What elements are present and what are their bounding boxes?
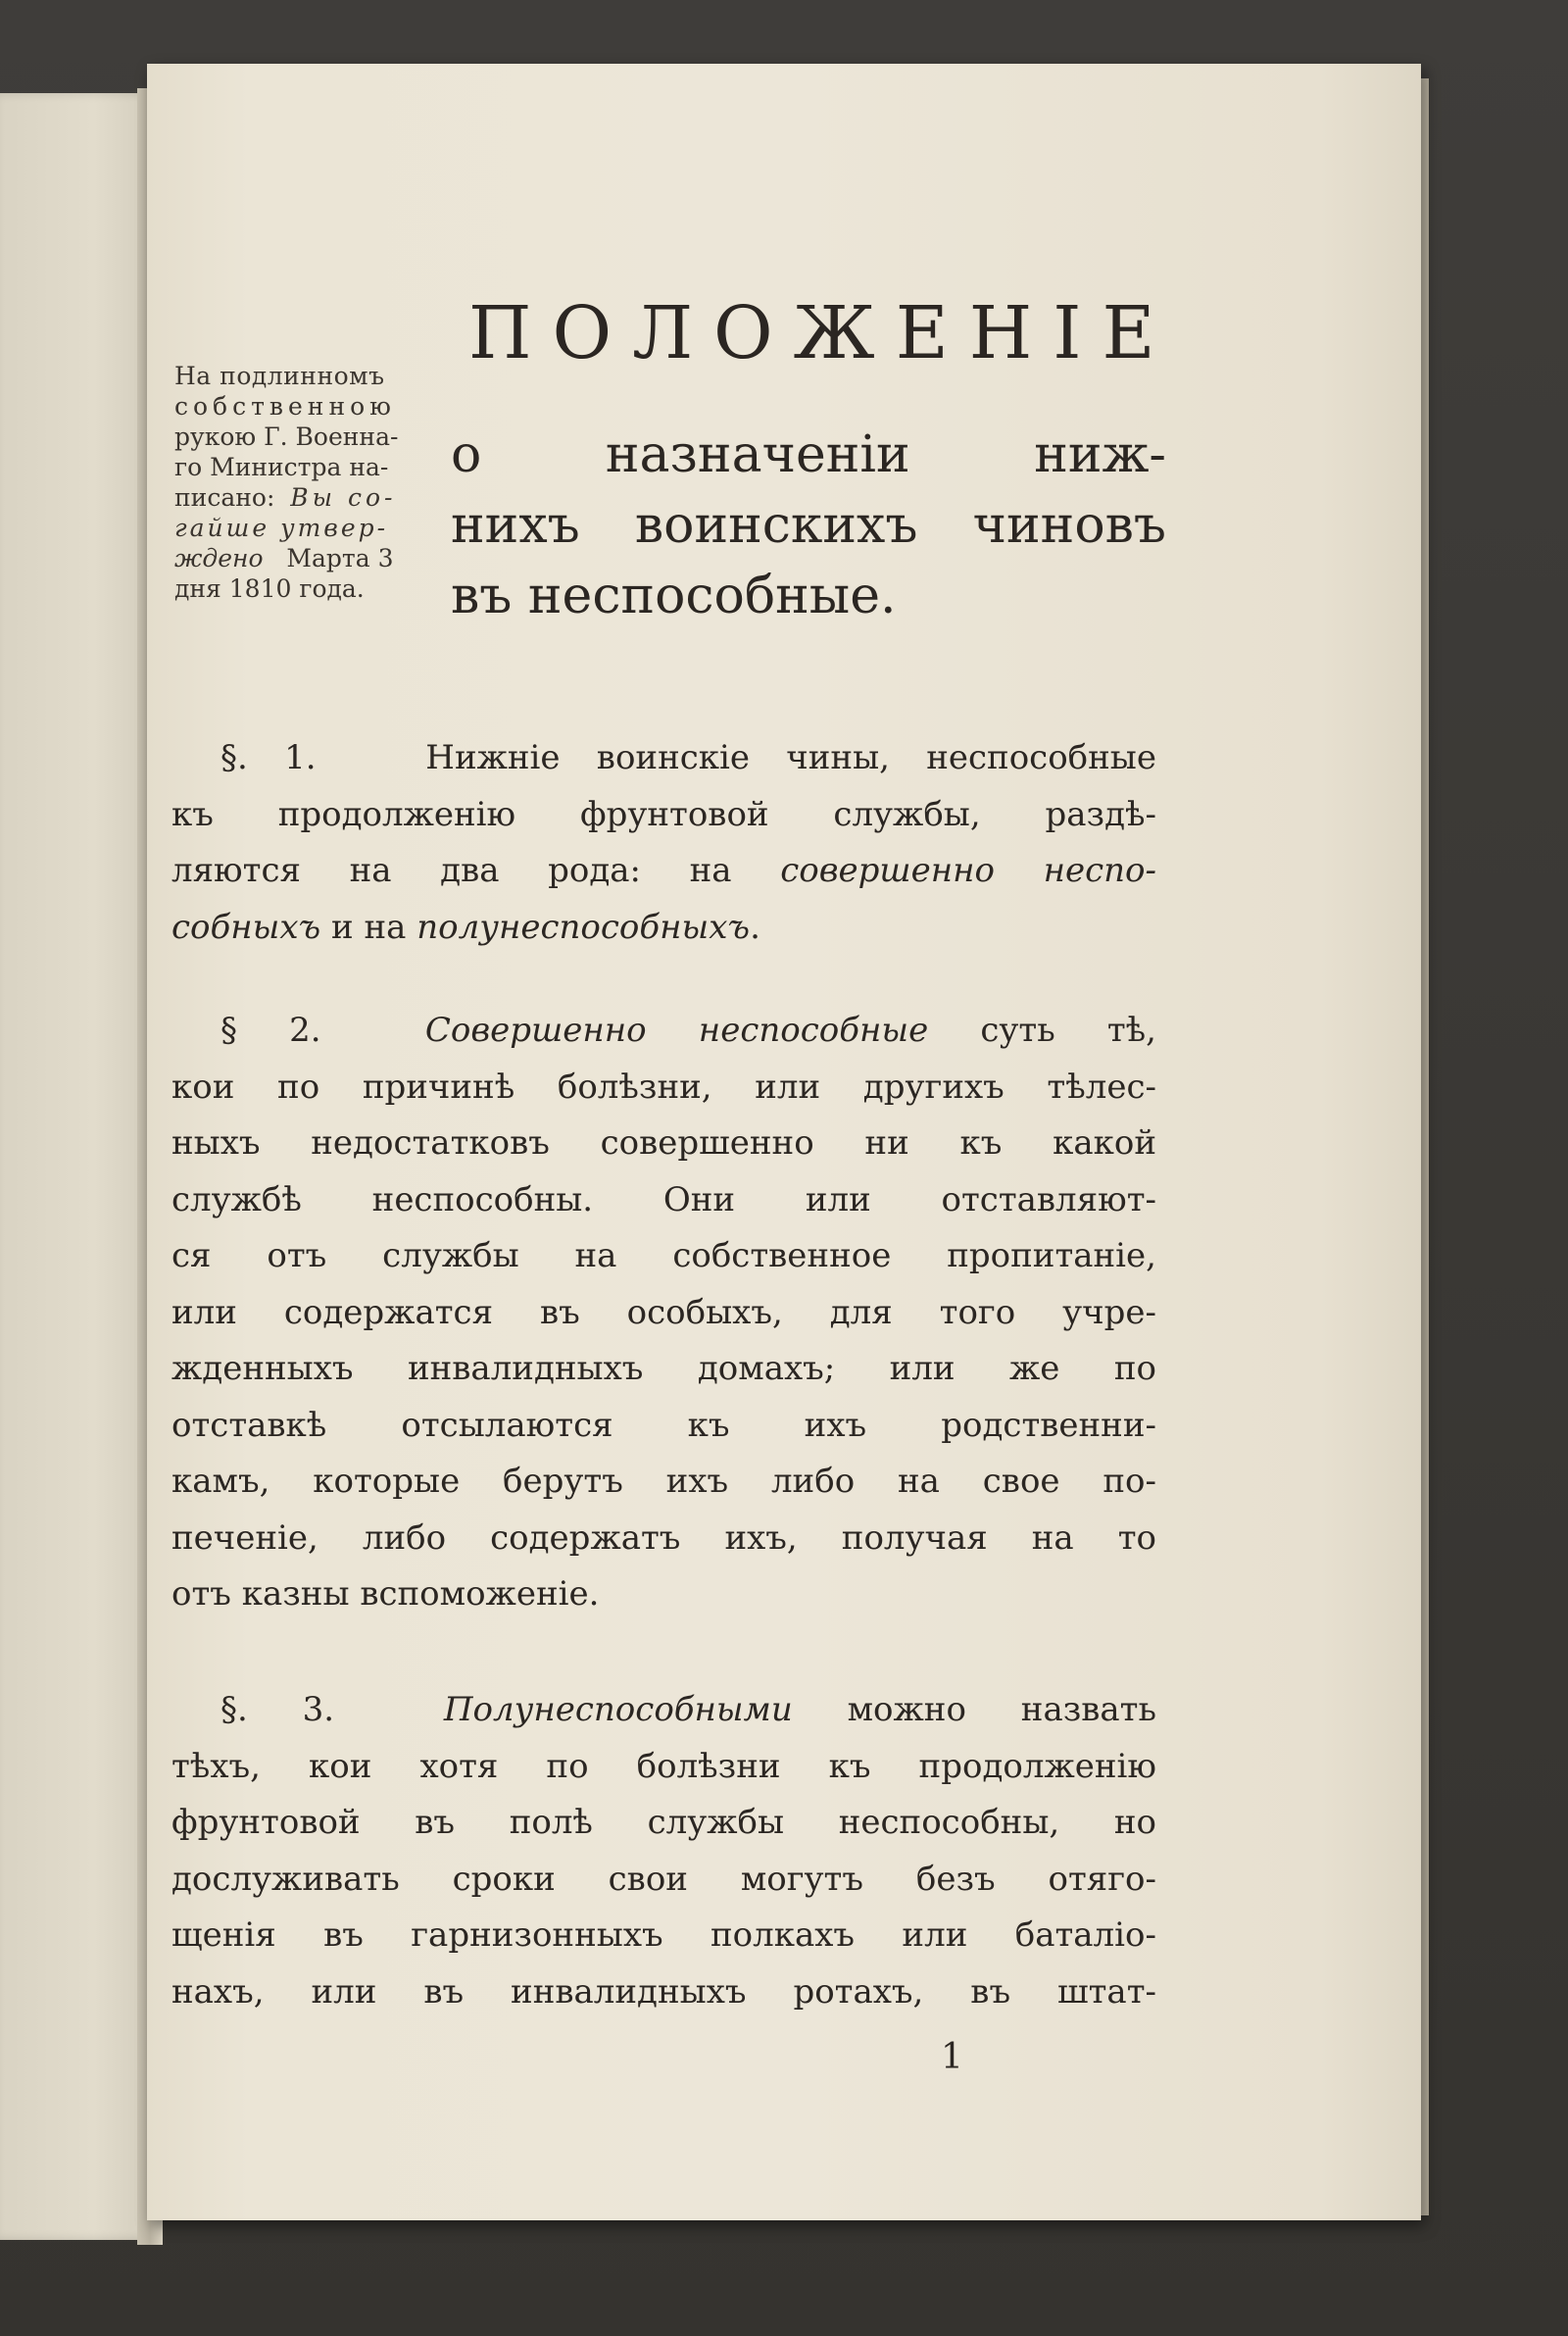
margin-note-line: го Министра на- bbox=[174, 453, 389, 481]
section-2 bbox=[172, 1003, 1156, 1623]
section-number: §. 1. bbox=[220, 738, 317, 777]
subtitle-line: о назначеніи ниж- bbox=[451, 425, 1166, 484]
section-number: § 2. bbox=[220, 1011, 321, 1050]
subtitle-line: нихъ воинскихъ чиновъ bbox=[451, 496, 1166, 555]
section-line: собныхъ и на полунеспособныхъ. bbox=[172, 907, 760, 947]
margin-note-line: рукою Г. Военна- bbox=[174, 422, 399, 451]
section-line: отставкѣ отсылаются къ ихъ родственни- bbox=[172, 1405, 1156, 1445]
section-line: тѣхъ, кои хотя по болѣзни къ продолженію bbox=[172, 1746, 1156, 1786]
section-line: § 2. Совершенно неспособные суть тѣ, bbox=[220, 1011, 1156, 1050]
facing-page-edge bbox=[0, 93, 157, 2240]
document-title: ПОЛОЖЕНІЕ bbox=[468, 291, 1176, 375]
section-line: щенія въ гарнизонныхъ полкахъ или баталіо- bbox=[172, 1915, 1156, 1955]
section-line: отъ казны вспоможеніе. bbox=[172, 1574, 600, 1614]
margin-note-line: гайше утвер- bbox=[174, 514, 389, 542]
section-line: фрунтовой въ полѣ службы неспособны, но bbox=[172, 1803, 1156, 1842]
section-line: службѣ неспособны. Они или отставляют- bbox=[172, 1179, 1156, 1219]
section-line: кои по причинѣ болѣзни, или другихъ тѣлес- bbox=[172, 1067, 1156, 1107]
margin-note-line: На подлинномъ bbox=[174, 362, 385, 390]
page-number: 1 bbox=[941, 2037, 963, 2077]
section-number: §. 3. bbox=[220, 1690, 335, 1729]
section-line: дослуживать сроки свои могутъ безъ отяго- bbox=[172, 1859, 1156, 1899]
section-1 bbox=[172, 730, 1156, 956]
section-line: камъ, которые берутъ ихъ либо на свое по- bbox=[172, 1462, 1156, 1501]
section-line: §. 3. Полунеспособными можно назвать bbox=[220, 1690, 1156, 1729]
section-line: ныхъ недостатковъ совершенно ни къ какой bbox=[172, 1123, 1156, 1163]
section-line: къ продолженію фрунтовой службы, раздѣ- bbox=[172, 794, 1156, 834]
section-3 bbox=[172, 1682, 1156, 2020]
section-line: или содержатся въ особыхъ, для того учре- bbox=[172, 1292, 1156, 1332]
margin-note-line: собственною bbox=[174, 392, 396, 421]
margin-note bbox=[174, 361, 454, 604]
section-line: §. 1. Нижніе воинскіе чины, неспособные bbox=[220, 738, 1156, 777]
margin-note-line: дня 1810 года. bbox=[174, 574, 365, 603]
section-line: жденныхъ инвалидныхъ домахъ; или же по bbox=[172, 1349, 1156, 1388]
margin-note-line: ждено Марта 3 bbox=[174, 544, 394, 572]
document-subtitle bbox=[451, 420, 1166, 631]
subtitle-line: въ неспособные. bbox=[451, 567, 897, 625]
section-line: ляются на два рода: на совершенно неспо- bbox=[172, 851, 1157, 890]
margin-note-line: писано: Вы со- bbox=[174, 483, 397, 512]
section-line: нахъ, или въ инвалидныхъ ротахъ, въ штат- bbox=[172, 1971, 1156, 2012]
section-line: ся отъ службы на собственное пропитаніе, bbox=[172, 1236, 1156, 1275]
section-line: печеніе, либо содержатъ ихъ, получая на то bbox=[172, 1517, 1156, 1558]
